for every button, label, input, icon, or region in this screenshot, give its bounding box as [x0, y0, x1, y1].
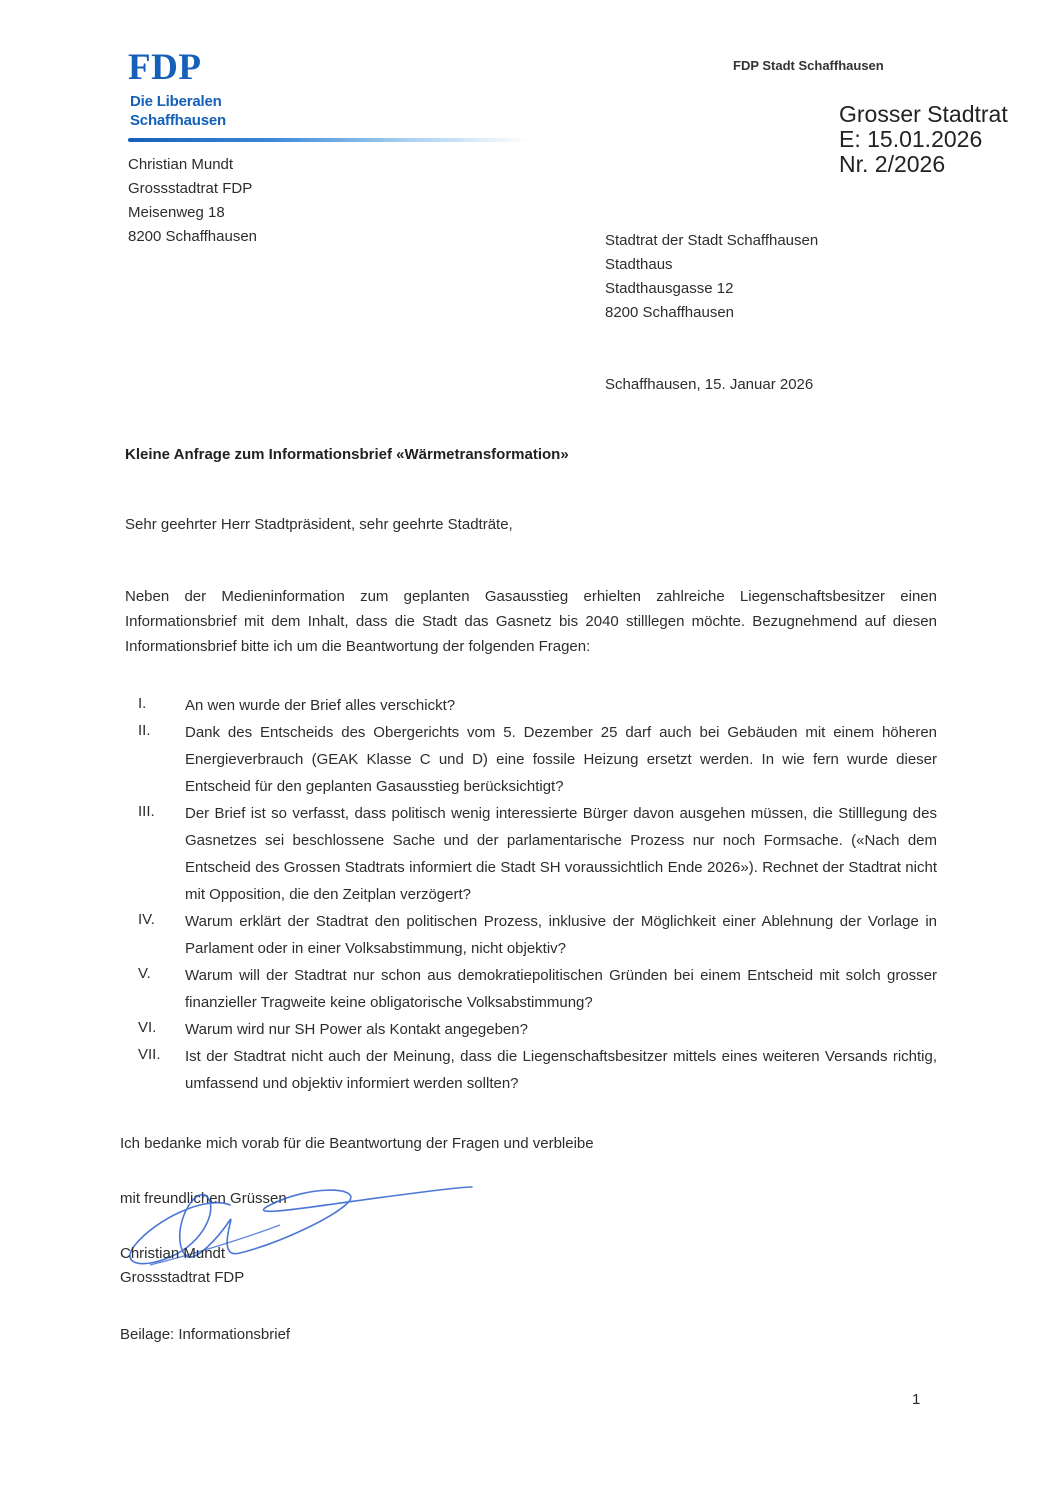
salutation: Sehr geehrter Herr Stadtpräsident, sehr geehrte Stadträte,: [125, 516, 513, 533]
question-item: [125, 1016, 937, 1043]
question-number: VII.: [138, 1046, 161, 1063]
stamp-line-2: E: 15.01.2026: [839, 126, 983, 152]
page-number: 1: [912, 1391, 921, 1408]
question-item: [125, 908, 937, 962]
question-item: [125, 800, 937, 908]
questions-list: [125, 692, 937, 1097]
question-number: I.: [138, 695, 147, 712]
sender-city: 8200 Schaffhausen: [128, 228, 258, 245]
question-text: Ist der Stadtrat nicht auch der Meinung, dass die Liegenschaftsbesitzer mittels eines weiteren Versands richtig, umfassend und objektiv informiert werden sollten?: [185, 1048, 937, 1092]
receipt-stamp: [839, 102, 1008, 177]
question-item: [125, 719, 937, 800]
question-item: [125, 962, 937, 1016]
question-item: [125, 1043, 937, 1097]
signature-block: [120, 1242, 244, 1290]
attachment-note: Beilage: Informationsbrief: [120, 1326, 291, 1343]
sender-street: Meisenweg 18: [128, 204, 225, 221]
letter-subject: Kleine Anfrage zum Informationsbrief «Wärmetransformation»: [125, 446, 569, 463]
signatory-role: Grossstadtrat FDP: [120, 1269, 245, 1286]
recipient-address: [605, 229, 818, 325]
question-text: Warum wird nur SH Power als Kontakt angegeben?: [185, 1021, 528, 1038]
question-text: Warum will der Stadtrat nur schon aus demokratiepolitischen Gründen bei einem Entscheid mit solch grosser finanzieller Tragweite keine obligatorische Volksabstimmung?: [185, 967, 937, 1011]
stamp-line-1: Grosser Stadtrat: [839, 101, 1008, 127]
question-number: V.: [138, 965, 151, 982]
sender-address: [128, 153, 257, 249]
recipient-line-4: 8200 Schaffhausen: [605, 304, 735, 321]
question-text: An wen wurde der Brief alles verschickt?: [185, 697, 456, 714]
question-text: Der Brief ist so verfasst, dass politisch wenig interessierte Bürger davon ausgehen müssen, die Stilllegung des Gasnetzes sei beschlossene Sache und der parlamentarische Prozess nur noch Formsache. («Nach dem Entscheid des Grossen Stadtrats informiert die Stadt SH voraussichtlich Ende 2026»). Rechnet der Stadtrat nicht mit Opposition, die den Zeitplan verzögert?: [185, 805, 937, 903]
question-text: Dank des Entscheids des Obergerichts vom 5. Dezember 25 darf auch bei Gebäuden mit einem höheren Energieverbrauch (GEAK Klasse C und D) eine fossile Heizung ersetzt werden. In wie fern wurde dieser Entscheid für den geplanten Gasausstieg berücksichtigt?: [185, 724, 937, 795]
fdp-logo: FDP: [128, 47, 202, 88]
regards: mit freundlichen Grüssen: [120, 1190, 287, 1207]
question-number: IV.: [138, 911, 155, 928]
logo-subtitle-line1: Die Liberalen: [130, 93, 222, 110]
letter-date: Schaffhausen, 15. Januar 2026: [605, 376, 814, 393]
intro-paragraph: Neben der Medieninformation zum geplanten Gasausstieg erhielten zahlreiche Liegenschaftsbesitzer einen Informationsbrief mit dem Inhalt, dass die Stadt das Gasnetz bis 2040 stilllegen möchte. Bezugnehmend auf diesen Informationsbrief bitte ich um die Beantwortung der folgenden Fragen:: [125, 588, 937, 655]
recipient-line-3: Stadthausgasse 12: [605, 280, 734, 297]
sender-role: Grossstadtrat FDP: [128, 180, 253, 197]
letterhead-divider: [128, 138, 528, 142]
question-number: III.: [138, 803, 155, 820]
question-number: VI.: [138, 1019, 157, 1036]
closing-sentence: Ich bedanke mich vorab für die Beantwortung der Fragen und verbleibe: [120, 1135, 594, 1152]
recipient-line-1: Stadtrat der Stadt Schaffhausen: [605, 232, 819, 249]
question-text: Warum erklärt der Stadtrat den politischen Prozess, inklusive der Möglichkeit einer Ablehnung der Vorlage in Parlament oder in einer Volksabstimmung, nicht objektiv?: [185, 913, 937, 957]
logo-subtitle-line2: Schaffhausen: [130, 112, 226, 129]
question-number: II.: [138, 722, 151, 739]
signatory-name: Christian Mundt: [120, 1245, 226, 1262]
stamp-line-3: Nr. 2/2026: [839, 151, 946, 177]
question-item: [125, 692, 937, 719]
sender-name: Christian Mundt: [128, 156, 234, 173]
recipient-line-2: Stadthaus: [605, 256, 673, 273]
logo-subtitle: [130, 92, 226, 130]
sender-organization: FDP Stadt Schaffhausen: [733, 58, 884, 73]
